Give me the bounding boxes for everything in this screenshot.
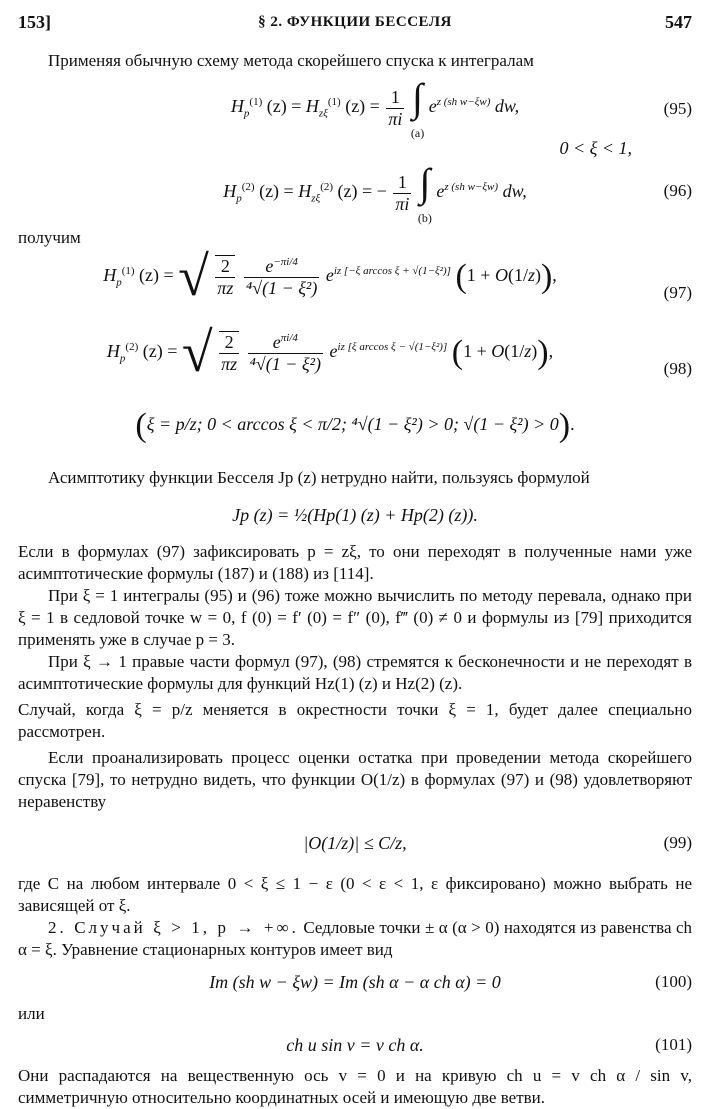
paragraph-3: При ξ → 1 правые части формул (97), (98) стремятся к бесконечности и не переходят в асимптотические формулы для функций Hz(1) (z) и Hz(2) (z).	[18, 652, 692, 693]
equation-100	[18, 961, 692, 1003]
bessel-j-text: Jp (z) = ½(Hp(1) (z) + Hp(2) (z)).	[232, 505, 478, 525]
eq101-text: ch u sin v = v ch α.	[286, 1035, 424, 1055]
running-header	[18, 10, 692, 40]
conditions-text: ξ = p/z; 0 < arccos ξ < π/2; ⁴√(1 − ξ²) > 0; √(1 − ξ²) > 0	[146, 414, 559, 435]
equation-97: $H_p^{(1)}$ (z) = √ $\frac{2}{\pi z}$ $\frac{e^{-\pi i/4}}{\text{⁴√(1 − ξ²)}}$ $e^{iz [-\xi arccos \xi + √(1-\xi^2)]}$ (1 + O(1/z)), (97)	[103, 246, 692, 308]
equation-95: $H_p^{(1)}$ $(z) = H_{z\xi}^{(1)}$ (z) = $\frac{1}{\pi i}$ ∫ (a) $e^{z (sh w-\xi w)}$ dw, (95)	[230, 75, 692, 140]
equation-99	[18, 813, 692, 873]
case-2-text: Седловые точки ± α (α > 0) находятся из равенства ch α = ξ. Уравнение стационарных контуров имеет вид	[18, 918, 692, 959]
paragraph-2: При ξ = 1 интегралы (95) и (96) тоже можно вычислить по методу перевала, однако при ξ = 1 в седловой точке w = 0, f (0) = f′ (0) = f″ (0), f‴ (0) ≠ 0 и формулы из [79] приходится применять уже в случае p = 3.	[18, 586, 692, 649]
intro-text: Применяя обычную схему метода скорейшего спуска к интегралам	[48, 51, 534, 70]
or-text: или	[18, 1004, 45, 1023]
eq98-exponent: iz [ξ arccos ξ − √(1−ξ²)]	[337, 341, 448, 354]
eq95-dw: dw,	[494, 96, 520, 117]
equation-96: $H_p^{(2)}$ $(z) = H_{z\xi}^{(2)}$ (z) = − $\frac{1}{\pi i}$ ∫ (b) $e^{z (sh w-\xi w)}$ dw, (96)	[223, 160, 692, 225]
eq95-exponent: z (sh w−ξw)	[436, 96, 491, 109]
equation-98: $H_p^{(2)}$ (z) = √ $\frac{2}{\pi z}$ $\frac{e^{\pi i/4}}{\text{⁴√(1 − ξ²)}}$ $e^{iz [\xi arccos \xi - √(1-\xi^2)]}$ (1 + O(1/z)), (98)	[106, 322, 692, 384]
contour-a-label: (a)	[410, 126, 425, 140]
paragraph-6: где C на любом интервале 0 < ξ ≤ 1 − ε (0 < ε < 1, ε фиксировано) можно выбрать не зависящей от ξ.	[18, 874, 692, 915]
running-title: § 2. ФУНКЦИИ БЕССЕЛЯ	[258, 14, 452, 30]
equation-number: (98)	[663, 359, 692, 378]
obtain-text: получим	[18, 228, 81, 247]
paragraph-4: Случай, когда ξ = p/z меняется в окрестности точки ξ = 1, будет далее специально рассмотрен.	[18, 700, 692, 741]
equation-101	[18, 1025, 692, 1065]
equation-number: (101)	[655, 1035, 692, 1054]
equation-number: (95)	[663, 99, 692, 118]
page	[18, 10, 692, 1109]
equation-number: (100)	[655, 972, 692, 991]
equation-number: (99)	[663, 833, 692, 852]
paragraph-7	[18, 917, 692, 961]
eq99-text: |O(1/z)| ≤ C/z,	[303, 833, 407, 853]
paragraph-8: Они распадаются на вещественную ось v = 0 и на кривую ch u = v ch α / sin v, симметричную относительно координатных осей и имеющую две ветви.	[18, 1066, 692, 1107]
paragraph-1: Если в формулах (97) зафиксировать p = zξ, то они переходят в полученные нами уже асимптотические формулы (187) и (188) из [114].	[18, 542, 692, 583]
eq97-exponent: iz [−ξ arccos ξ + √(1−ξ²)]	[333, 265, 451, 278]
section-ref: 153]	[18, 12, 51, 32]
equation-number: (96)	[663, 181, 692, 200]
equation-number: (97)	[663, 283, 692, 302]
eq100-text: Im (sh w − ξw) = Im (sh α − α ch α) = 0	[209, 972, 501, 992]
contour-b-label: (b)	[417, 211, 432, 225]
xi-range: 0 < ξ < 1,	[559, 138, 632, 158]
paragraph-asymptotics: Асимптотику функции Бесселя Jp (z) нетрудно найти, пользуясь формулой	[48, 468, 590, 487]
conditions: (ξ = p/z; 0 < arccos ξ < π/2; ⁴√(1 − ξ²) > 0; √(1 − ξ²) > 0).	[135, 407, 575, 444]
equation-bessel-j	[18, 489, 692, 541]
case-2-heading: 2. Случай ξ > 1, p → +∞.	[48, 918, 299, 937]
paragraph-5: Если проанализировать процесс оценки остатка при проведении метода скорейшего спуска [79], то нетрудно видеть, что функции O(1/z) в формулах (97) и (98) удовлетворяют неравенству	[18, 748, 692, 811]
page-number: 547	[665, 12, 692, 32]
